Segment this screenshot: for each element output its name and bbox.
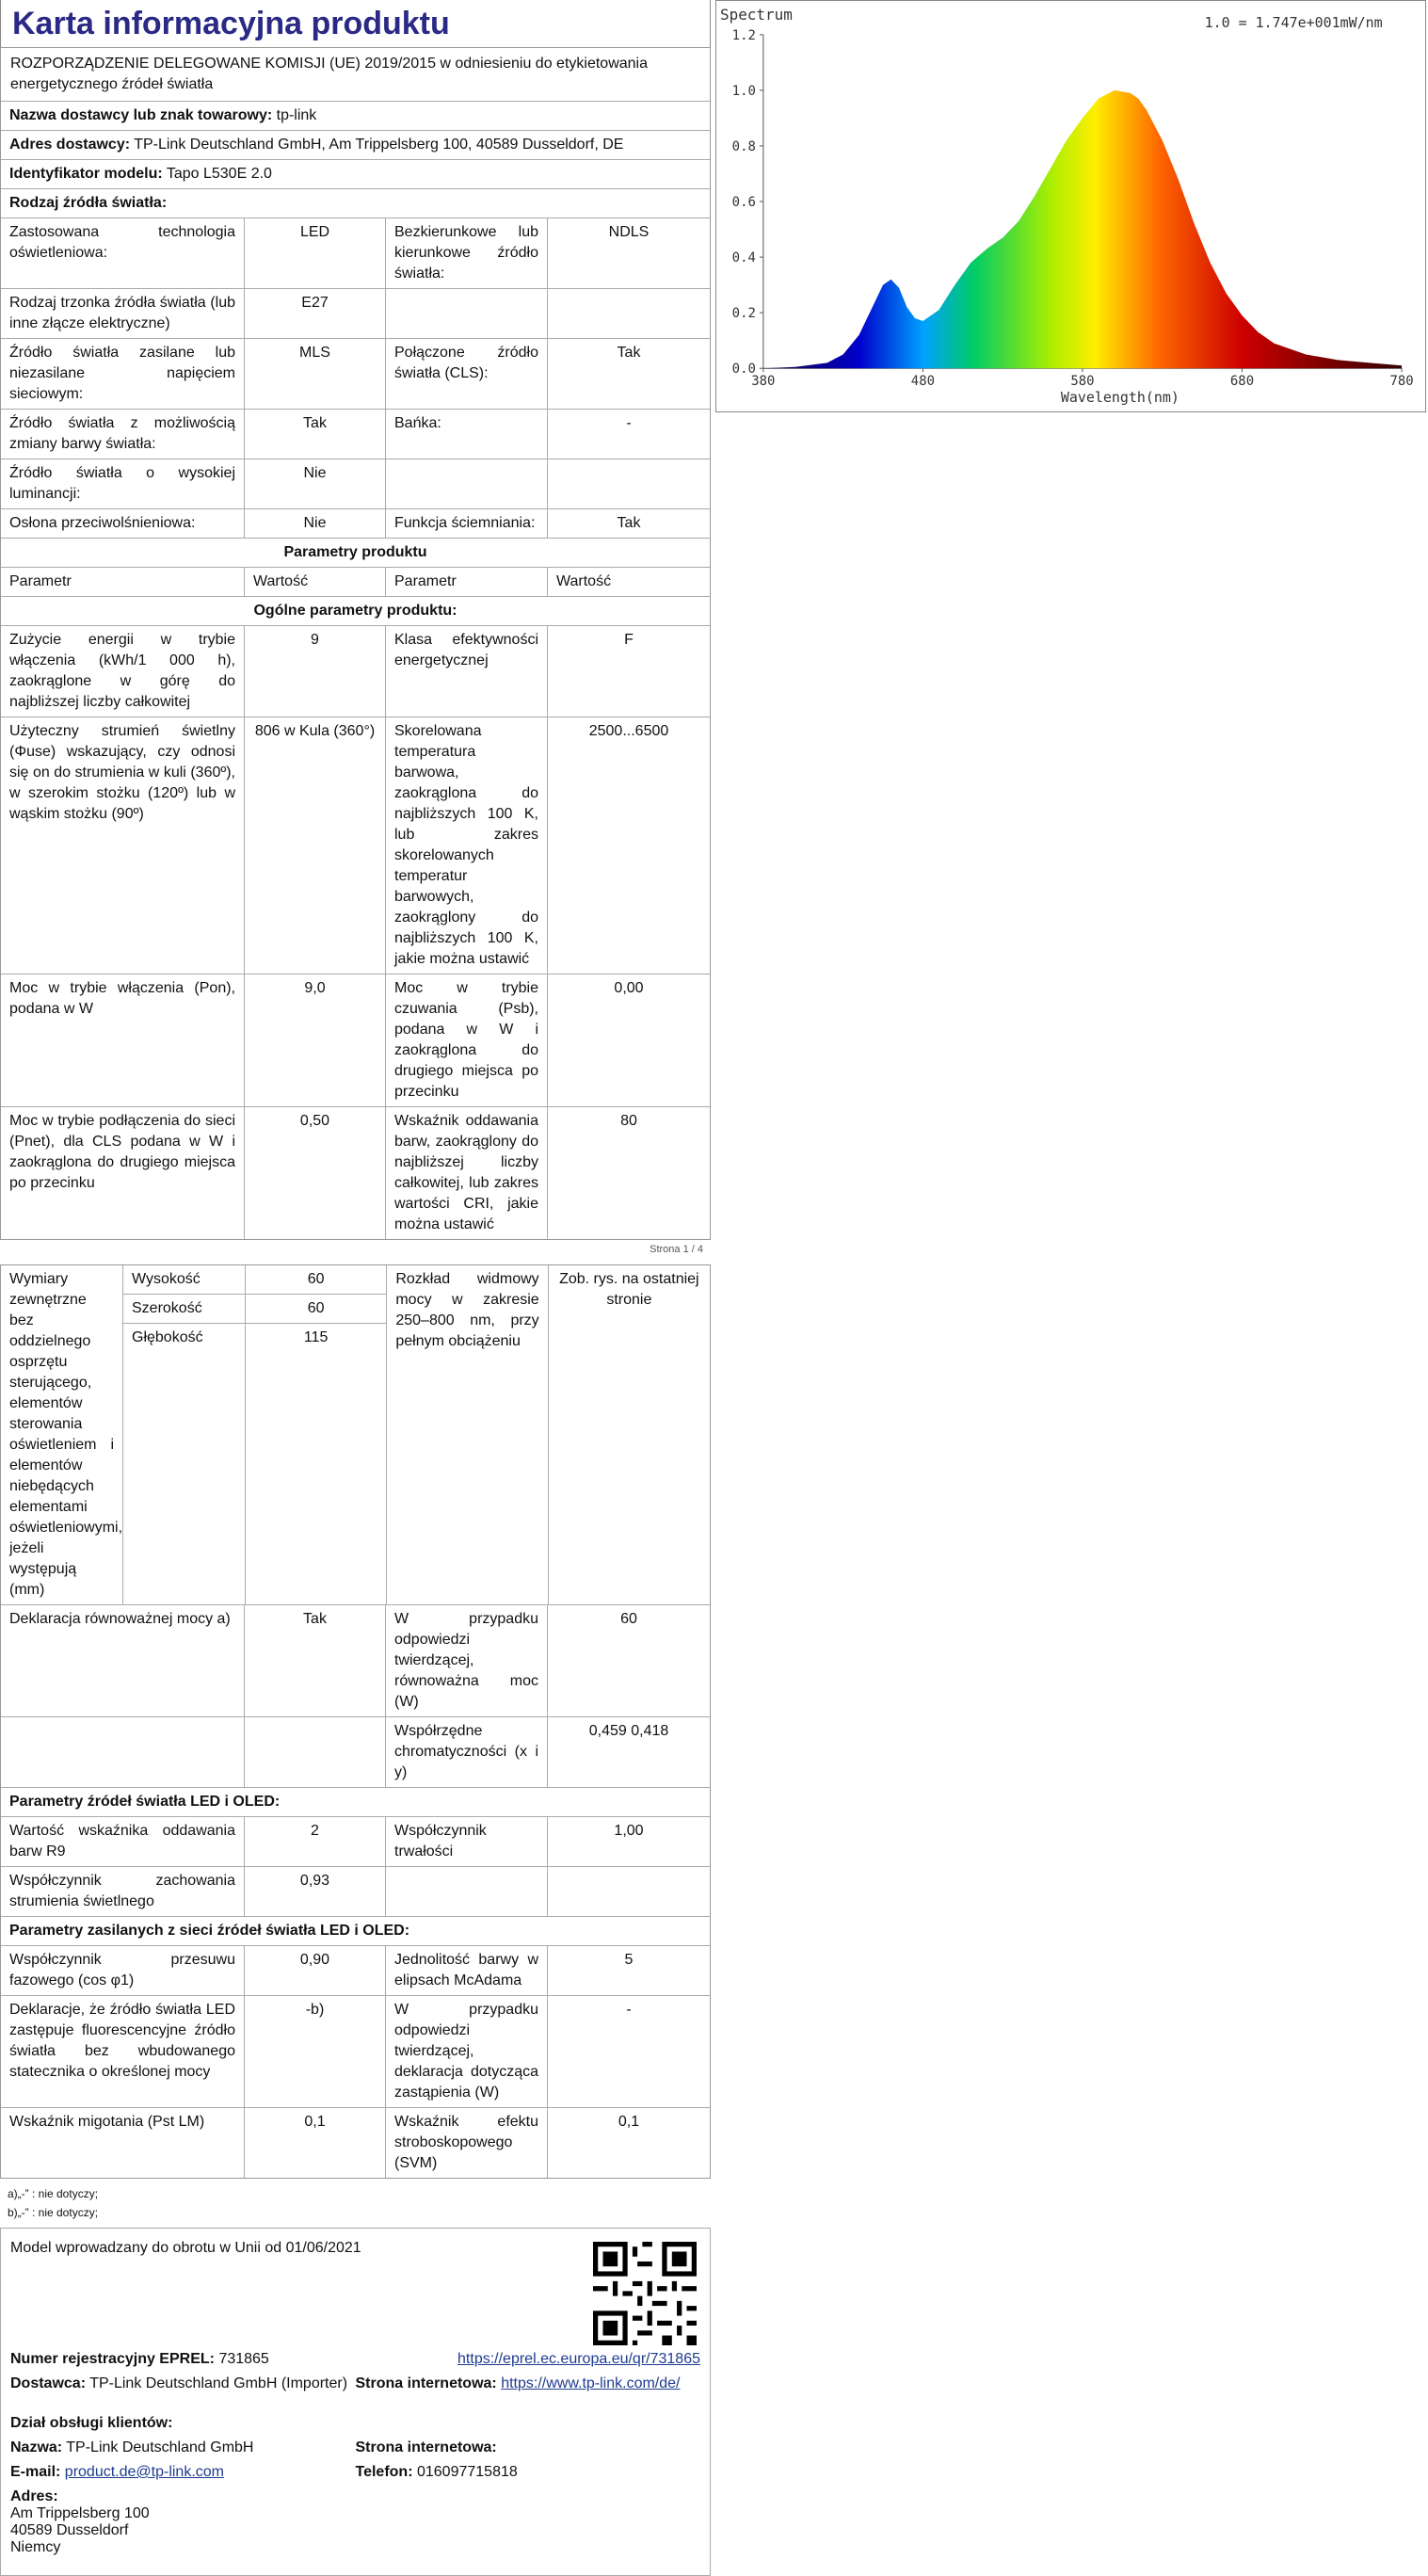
footnote: b)„-” : nie dotyczy; [8,2206,99,2219]
y-tick-label: 0.4 [731,250,756,266]
addr-label: Adres: [10,2488,58,2504]
product-information-sheet [0,0,711,2576]
chart-title: Spectrum [719,5,793,24]
table-cell: Tak [245,1605,386,1716]
eprel-link[interactable]: https://eprel.ec.europa.eu/qr/731865 [457,2351,700,2367]
footer-supplier-label: Dostawca: [10,2375,87,2391]
footnotes [0,2179,711,2228]
table-cell: - [626,2002,632,2018]
col-header: Wartość [245,568,386,596]
table-cell: Moc w trybie włączenia (Pon), podana w W [1,974,245,1106]
table-cell [548,289,710,338]
table-cell: Współczynnik przesuwu fazowego (cos φ1) [1,1946,245,1995]
table-cell: MLS [245,339,386,409]
supplier-label: Nazwa dostawcy lub znak towarowy: [9,107,273,123]
table-cell: 1,00 [614,1823,644,1839]
table-cell: Źródło światła zasilane lub niezasilane napięciem sieciowym: [1,339,245,409]
table-cell [386,459,548,508]
address-label: Adres dostawcy: [9,137,131,153]
phone-label: Telefon: [355,2464,413,2480]
table-cell: Wskaźnik migotania (Pst LM) [1,2108,245,2178]
spectrum-area [763,90,1402,368]
name-label: Nazwa: [10,2439,63,2455]
table-cell: Połączone źródło światła (CLS): [386,339,548,409]
table-cell: Wskaźnik efektu stroboskopowego (SVM) [386,2108,548,2178]
table-cell: 2500...6500 [588,723,669,739]
table-cell: F [624,632,634,648]
x-tick-label: 780 [1389,374,1414,390]
table-cell: NDLS [608,224,650,240]
table-cell: 0,1 [245,2108,386,2178]
y-tick-label: 1.0 [731,83,756,99]
email-link[interactable]: product.de@tp-link.com [64,2464,224,2480]
supplier-value: tp-link [276,107,317,123]
model-label: Identyfikator modelu: [9,166,163,182]
type-table [1,217,710,538]
y-tick-label: 0.0 [731,362,756,378]
table-cell: W przypadku odpowiedzi twierdzącej, deklaracja dotycząca zastąpienia (W) [386,1996,548,2107]
table-cell: Bańka: [386,410,548,459]
table-cell: 0,50 [245,1107,386,1239]
col-header: Parametr [1,568,245,596]
table-cell: Użyteczny strumień świetlny (Φuse) wskazujący, czy odnosi się on do strumienia w kuli (360º), w szerokim stożku (120º) lub w wąskim stożku (90º) [1,717,245,974]
table-cell: E27 [245,289,386,338]
table-cell [548,1867,710,1916]
table-cell: W przypadku odpowiedzi twierdzącej, równoważna moc (W) [386,1605,548,1716]
footer [0,2228,711,2576]
footer-supplier: TP-Link Deutschland GmbH (Importer) [89,2375,348,2391]
x-tick-label: 480 [910,374,936,390]
table-cell [386,1867,548,1916]
table-cell: Współrzędne chromatyczności (x i y) [386,1717,548,1787]
table-cell: 2 [245,1817,386,1866]
x-tick-label: 680 [1229,374,1255,390]
dimensions-label: Wymiary zewnętrzne bez oddzielnego osprzętu sterującego, elementów sterowania oświetleniem i elementów niebędących elementami oświetleniowymi, jeżeli występują (mm) [1,1265,123,1604]
dimension-value: 60 [246,1265,386,1295]
table-cell: 60 [620,1611,637,1627]
table-cell: Wskaźnik oddawania barw, zaokrąglony do najbliższej liczby całkowitej, lub zakres wartości CRI, jakie można ustawić [386,1107,548,1239]
col-header: Parametr [386,568,548,596]
spectrum-chart [715,0,1426,412]
table-cell [386,289,548,338]
table-cell: Źródło światła z możliwością zmiany barwy światła: [1,410,245,459]
y-tick-label: 0.6 [731,195,756,210]
table-cell: Zastosowana technologia oświetleniowa: [1,218,245,288]
dimension-label: Głębokość [132,1329,203,1345]
table-cell: Współczynnik trwałości [386,1817,548,1866]
footnote: a)„-” : nie dotyczy; [8,2187,99,2200]
service-heading: Dział obsługi klientów: [10,2415,173,2431]
col-header: Wartość [556,573,612,589]
address-value: TP-Link Deutschland GmbH, Am Trippelsberg 100, 40589 Dusseldorf, DE [134,137,624,153]
table-cell: Jednolitość barwy w elipsach McAdama [386,1946,548,1995]
page-title: Karta informacyjna produktu [0,0,711,47]
led-heading: Parametry źródeł światła LED i OLED: [9,1794,281,1810]
table-cell: 0,90 [245,1946,386,1995]
table-cell [245,1717,386,1787]
params-heading: Parametry produktu [283,544,427,560]
email-label: E-mail: [10,2464,61,2480]
dimension-value: 115 [303,1329,329,1345]
table-cell: Źródło światła o wysokiej luminancji: [1,459,245,508]
page-number: Strona 1 / 4 [650,1244,703,1255]
general-table [1,625,710,1239]
y-tick-label: 0.8 [731,138,756,154]
table-cell: Rodzaj trzonka źródła światła (lub inne złącze elektryczne) [1,289,245,338]
addr-line: Am Trippelsberg 100 [10,2505,150,2521]
table-cell [548,459,710,508]
x-tick-label: 380 [751,374,776,390]
table-cell: Współczynnik zachowania strumienia świetlnego [1,1867,245,1916]
model-value: Tapo L530E 2.0 [166,166,272,182]
addr-line: Niemcy [10,2539,61,2555]
table-cell: LED [245,218,386,288]
service-name: TP-Link Deutschland GmbH [66,2439,254,2455]
table-cell: 80 [620,1113,637,1129]
table-cell: Osłona przeciwolśnieniowa: [1,509,245,538]
table-cell: Moc w trybie czuwania (Psb), podana w W i zaokrąglona do drugiego miejsca po przecinku [386,974,548,1106]
dimension-value: 60 [246,1295,386,1324]
table-cell: Klasa efektywności energetycznej [386,626,548,716]
table-cell: 806 w Kula (360°) [245,717,386,974]
mains-heading: Parametry zasilanych z sieci źródeł światła LED i OLED: [9,1923,410,1939]
table-cell: Nie [245,459,386,508]
table-cell: -b) [245,1996,386,2107]
table-cell: Nie [245,509,386,538]
table-cell [1,1717,245,1787]
dimensions-subtable [123,1265,245,1604]
dimension-label: Wysokość [123,1265,245,1295]
regulation-subtitle: ROZPORZĄDZENIE DELEGOWANE KOMISJI (UE) 2019/2015 w odniesieniu do etykietowania energetycznego źródeł światła [10,56,648,92]
table-cell: - [626,415,632,431]
table-cell: Skorelowana temperatura barwowa, zaokrąglona do najbliższych 100 K, lub zakres skorelowanych temperatur barwowych, zaokrąglony do najbliższych 100 K, jakie można ustawić [386,717,548,974]
table-cell: 5 [624,1952,634,1968]
website-label: Strona internetowa: [355,2375,497,2391]
table-cell: Deklaracje, że źródło światła LED zastępuje fluorescencyjne źródło światła bez wbudowanego statecznika o określonej mocy [1,1996,245,2107]
table-cell: 0,459 0,418 [588,1723,669,1739]
spd-value: Zob. rys. na ostatniej stronie [559,1271,699,1308]
chart-annotation: 1.0 = 1.747e+001mW/nm [1204,13,1383,31]
footer-intro: Model wprowadzany do obrotu w Unii od 01/06/2021 [10,2240,361,2256]
spectrum-svg [716,1,1425,411]
table-cell: 9 [245,626,386,716]
y-tick-label: 1.2 [731,27,756,43]
website2-label: Strona internetowa: [355,2439,497,2455]
table-cell: Zużycie energii w trybie włączenia (kWh/1 000 h), zaokrąglone w górę do najbliższej liczby całkowitej [1,626,245,716]
table-cell: Bezkierunkowe lub kierunkowe źródło światła: [386,218,548,288]
website-link[interactable]: https://www.tp-link.com/de/ [501,2375,681,2391]
y-tick-label: 0.2 [731,306,756,322]
table-cell: 9,0 [245,974,386,1106]
table-cell: 0,1 [618,2114,640,2130]
addr-line: 40589 Dusseldorf [10,2522,129,2538]
table-cell: Tak [245,410,386,459]
table-cell: Tak [617,345,641,361]
type-heading: Rodzaj źródła światła: [9,195,168,211]
x-tick-label: 580 [1070,374,1095,390]
table-cell: Tak [617,515,641,531]
table-cell: Moc w trybie podłączenia do sieci (Pnet), dla CLS podana w W i zaokrąglona do drugiego miejsca po przecinku [1,1107,245,1239]
dimension-label: Szerokość [123,1295,245,1324]
table-cell: 0,00 [614,980,644,996]
general-heading: Ogólne parametry produktu: [253,603,457,619]
table-cell: Wartość wskaźnika oddawania barw R9 [1,1817,245,1866]
table-cell: Funkcja ściemniania: [386,509,548,538]
spd-label: Rozkład widmowy mocy w zakresie 250–800 nm, przy pełnym obciążeniu [387,1265,548,1604]
table-cell: Deklaracja równoważnej mocy a) [1,1605,245,1716]
table-cell: 0,93 [245,1867,386,1916]
phone-number: 016097715818 [416,2464,518,2480]
qr-code-icon[interactable] [593,2242,697,2345]
eprel-label: Numer rejestracyjny EPREL: [10,2351,215,2367]
eprel-number: 731865 [218,2351,269,2367]
x-axis-label: Wavelength(nm) [1060,389,1179,407]
